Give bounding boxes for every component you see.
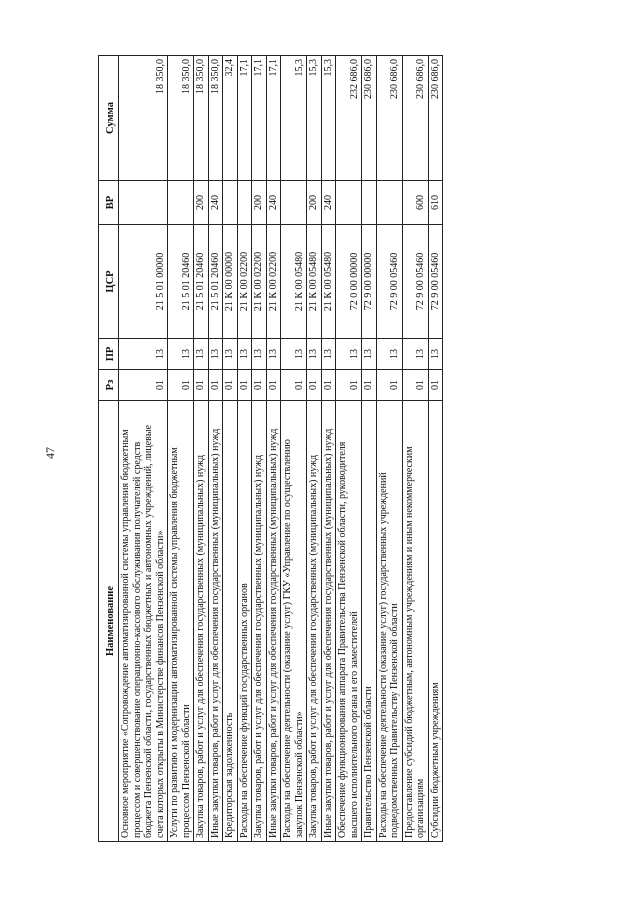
rotated-page-content xyxy=(98,56,568,842)
cell-sum: 230 686,0 xyxy=(362,56,377,181)
cell-csr: 21 К 00 05480 xyxy=(281,225,307,339)
cell-csr: 21 К 00 02200 xyxy=(252,225,267,339)
cell-rz: 01 xyxy=(376,370,402,401)
cell-pr: 13 xyxy=(208,339,223,370)
cell-vr: 610 xyxy=(428,181,443,225)
cell-name: Расходы на обеспечение деятельности (оказание услуг) ГКУ «Управление по осуществлению закупок Пензенской области» xyxy=(281,401,307,842)
cell-vr: 200 xyxy=(307,181,322,225)
cell-name: Правительство Пензенской области xyxy=(362,401,377,842)
cell-csr: 72 0 00 00000 xyxy=(336,225,362,339)
cell-vr: 240 xyxy=(266,181,281,225)
cell-name: Расходы на обеспечение функций государственных органов xyxy=(237,401,252,842)
cell-pr: 13 xyxy=(336,339,362,370)
table-row xyxy=(428,56,443,842)
cell-sum: 18 350,0 xyxy=(119,56,168,181)
cell-vr xyxy=(223,181,238,225)
header-sum: Сумма xyxy=(99,56,119,181)
table-row xyxy=(119,56,168,842)
cell-csr: 21 К 00 00000 xyxy=(223,225,238,339)
cell-csr: 21 К 00 02200 xyxy=(237,225,252,339)
table-row xyxy=(266,56,281,842)
cell-sum: 18 350,0 xyxy=(208,56,223,181)
cell-rz: 01 xyxy=(307,370,322,401)
cell-csr: 21 5 01 20460 xyxy=(194,225,209,339)
table-row xyxy=(208,56,223,842)
cell-sum: 32,4 xyxy=(223,56,238,181)
table-row xyxy=(252,56,267,842)
cell-vr: 600 xyxy=(402,181,428,225)
cell-csr: 72 9 00 05460 xyxy=(376,225,402,339)
cell-name: Услуги по развитию и модернизации автоматизированной системы управления бюджетным процессом Пензенской области xyxy=(168,401,194,842)
cell-name: Иные закупки товаров, работ и услуг для обеспечения государственных (муниципальных) нужд xyxy=(266,401,281,842)
cell-sum: 230 686,0 xyxy=(376,56,402,181)
cell-pr: 13 xyxy=(307,339,322,370)
cell-vr: 200 xyxy=(194,181,209,225)
header-rz: Рз xyxy=(99,370,119,401)
cell-pr: 13 xyxy=(266,339,281,370)
cell-name: Закупка товаров, работ и услуг для обеспечения государственных (муниципальных) нужд xyxy=(252,401,267,842)
cell-vr: 200 xyxy=(252,181,267,225)
cell-pr: 13 xyxy=(252,339,267,370)
cell-csr: 72 9 00 00000 xyxy=(362,225,377,339)
cell-csr: 21 5 01 20460 xyxy=(208,225,223,339)
cell-sum: 15,3 xyxy=(321,56,336,181)
cell-rz: 01 xyxy=(223,370,238,401)
cell-rz: 01 xyxy=(168,370,194,401)
cell-csr: 72 9 00 05460 xyxy=(428,225,443,339)
cell-pr: 13 xyxy=(281,339,307,370)
budget-table xyxy=(98,55,443,842)
cell-sum: 18 350,0 xyxy=(194,56,209,181)
cell-name: Расходы на обеспечение деятельности (оказание услуг) государственных учреждений подведомственных Правительству Пензенской области xyxy=(376,401,402,842)
cell-name: Иные закупки товаров, работ и услуг для обеспечения государственных (муниципальных) нужд xyxy=(321,401,336,842)
cell-sum: 15,3 xyxy=(307,56,322,181)
cell-sum: 17,1 xyxy=(266,56,281,181)
cell-rz: 01 xyxy=(336,370,362,401)
header-vr: ВР xyxy=(99,181,119,225)
cell-pr: 13 xyxy=(321,339,336,370)
cell-pr: 13 xyxy=(119,339,168,370)
cell-sum: 18 350,0 xyxy=(168,56,194,181)
cell-vr xyxy=(237,181,252,225)
cell-rz: 01 xyxy=(281,370,307,401)
cell-rz: 01 xyxy=(252,370,267,401)
cell-sum: 15,3 xyxy=(281,56,307,181)
table-row xyxy=(237,56,252,842)
cell-csr: 21 5 01 00000 xyxy=(119,225,168,339)
table-row xyxy=(307,56,322,842)
table-row xyxy=(194,56,209,842)
cell-csr: 21 К 00 05480 xyxy=(307,225,322,339)
cell-vr xyxy=(281,181,307,225)
cell-vr: 240 xyxy=(321,181,336,225)
cell-pr: 13 xyxy=(237,339,252,370)
header-pr: ПР xyxy=(99,339,119,370)
table-header-row xyxy=(99,56,119,842)
cell-name: Закупка товаров, работ и услуг для обеспечения государственных (муниципальных) нужд xyxy=(307,401,322,842)
cell-name: Субсидии бюджетным учреждениям xyxy=(428,401,443,842)
cell-csr: 21 5 01 20460 xyxy=(168,225,194,339)
table-row xyxy=(281,56,307,842)
table-row xyxy=(336,56,362,842)
cell-rz: 01 xyxy=(237,370,252,401)
cell-name: Иные закупки товаров, работ и услуг для обеспечения государственных (муниципальных) нужд xyxy=(208,401,223,842)
cell-rz: 01 xyxy=(321,370,336,401)
cell-rz: 01 xyxy=(194,370,209,401)
cell-pr: 13 xyxy=(194,339,209,370)
cell-rz: 01 xyxy=(119,370,168,401)
cell-name: Обеспечение функционирования аппарата Правительства Пензенской области, руководителя высшего исполнительного органа и его заместителей xyxy=(336,401,362,842)
cell-csr: 21 К 00 05480 xyxy=(321,225,336,339)
cell-sum: 230 686,0 xyxy=(402,56,428,181)
cell-vr xyxy=(336,181,362,225)
cell-rz: 01 xyxy=(402,370,428,401)
cell-csr: 21 К 00 02200 xyxy=(266,225,281,339)
cell-rz: 01 xyxy=(266,370,281,401)
cell-pr: 13 xyxy=(402,339,428,370)
cell-pr: 13 xyxy=(428,339,443,370)
cell-name: Предоставление субсидий бюджетным, автономным учреждениям и иным некоммерческим организациям xyxy=(402,401,428,842)
header-name: Наименование xyxy=(99,401,119,842)
cell-sum: 232 686,0 xyxy=(336,56,362,181)
cell-name: Основное мероприятие «Сопровождение автоматизированной системы управления бюджетным процессом и совершенствование операционно-кассового обслуживания получателей средств бюджета Пензенской области, государственных бюджетных и автономных учреждений, лицевые счета которых открыты в Министерстве финансов Пензенской области» xyxy=(119,401,168,842)
cell-vr xyxy=(168,181,194,225)
cell-vr xyxy=(362,181,377,225)
cell-vr xyxy=(376,181,402,225)
header-csr: ЦСР xyxy=(99,225,119,339)
cell-rz: 01 xyxy=(362,370,377,401)
cell-rz: 01 xyxy=(208,370,223,401)
table-row xyxy=(168,56,194,842)
cell-vr: 240 xyxy=(208,181,223,225)
cell-sum: 17,1 xyxy=(252,56,267,181)
cell-name: Закупка товаров, работ и услуг для обеспечения государственных (муниципальных) нужд xyxy=(194,401,209,842)
table-row xyxy=(223,56,238,842)
table-row xyxy=(402,56,428,842)
cell-pr: 13 xyxy=(223,339,238,370)
table-row xyxy=(321,56,336,842)
table-row xyxy=(362,56,377,842)
page-number: 47 xyxy=(43,447,57,459)
cell-name: Кредиторская задолженность xyxy=(223,401,238,842)
table-row xyxy=(376,56,402,842)
cell-vr xyxy=(119,181,168,225)
cell-pr: 13 xyxy=(362,339,377,370)
cell-csr: 72 9 00 05460 xyxy=(402,225,428,339)
cell-pr: 13 xyxy=(376,339,402,370)
cell-pr: 13 xyxy=(168,339,194,370)
cell-sum: 17,1 xyxy=(237,56,252,181)
cell-sum: 230 686,0 xyxy=(428,56,443,181)
cell-rz: 01 xyxy=(428,370,443,401)
